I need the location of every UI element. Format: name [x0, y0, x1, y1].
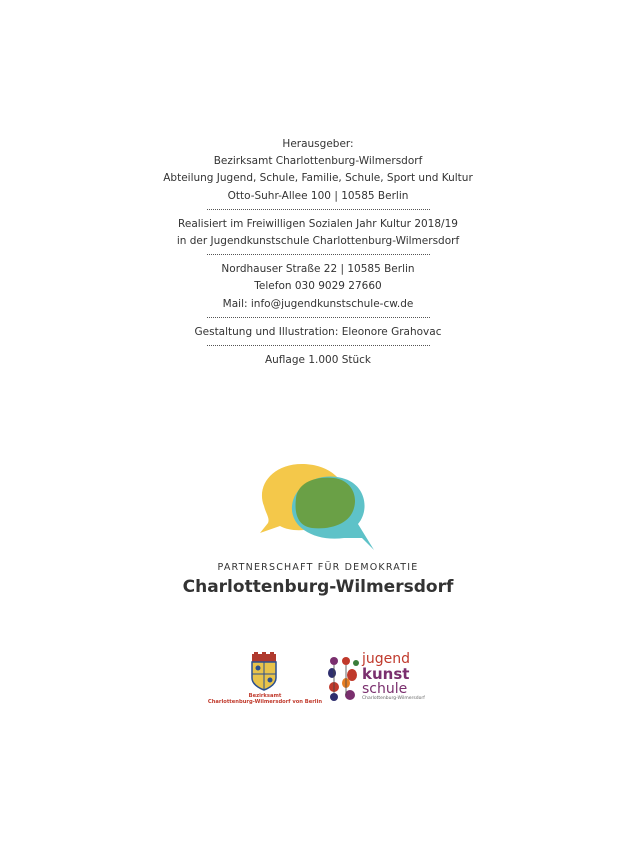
school-address: Nordhauser Straße 22 | 10585 Berlin — [221, 263, 415, 276]
jks-word-schule: schule — [362, 681, 408, 697]
mail: Mail: info@jugendkunstschule-cw.de — [222, 297, 414, 310]
dotted-divider — [207, 254, 430, 255]
phone: Telefon 030 9029 27660 — [254, 280, 382, 293]
jks-subtitle: Charlottenburg-Wilmersdorf — [362, 696, 425, 701]
jks-word-kunst: kunst — [362, 665, 410, 683]
imprint-block — [0, 136, 636, 369]
dotted-divider — [207, 209, 430, 210]
bezirksamt-caption — [205, 693, 325, 706]
realized-line-2: in der Jugendkunstschule Charlottenburg-Wilmersdorf — [176, 235, 460, 248]
jugendkunstschule-wordmark — [362, 652, 425, 702]
dotted-divider — [207, 317, 430, 318]
partnership-title: Charlottenburg-Wilmersdorf — [182, 577, 454, 597]
dotted-divider — [207, 345, 430, 346]
jks-word-jugend: jugend — [362, 651, 411, 667]
bezirksamt-caption-line2: Charlottenburg-Wilmersdorf von Berlin — [207, 699, 323, 706]
publisher-label: Herausgeber: — [282, 138, 354, 150]
design-credit: Gestaltung und Illustration: Eleonore Grahovac — [194, 325, 442, 338]
coat-of-arms-icon — [248, 652, 280, 692]
speech-bubbles-logo-icon — [258, 458, 378, 558]
bezirksamt-caption-line1: Bezirksamt — [248, 693, 282, 699]
publisher-name: Bezirksamt Charlottenburg-Wilmersdorf — [213, 155, 423, 168]
partnership-subtitle: PARTNERSCHAFT FÜR DEMOKRATIE — [217, 562, 419, 573]
edition: Auflage 1.000 Stück — [264, 354, 372, 367]
department: Abteilung Jugend, Schule, Familie, Schule, Sport und Kultur — [163, 172, 473, 185]
publisher-address: Otto-Suhr-Allee 100 | 10585 Berlin — [227, 189, 409, 202]
realized-line-1: Realisiert im Freiwilligen Sozialen Jahr Kultur 2018/19 — [178, 217, 458, 230]
jugendkunstschule-art-icon — [326, 655, 362, 703]
